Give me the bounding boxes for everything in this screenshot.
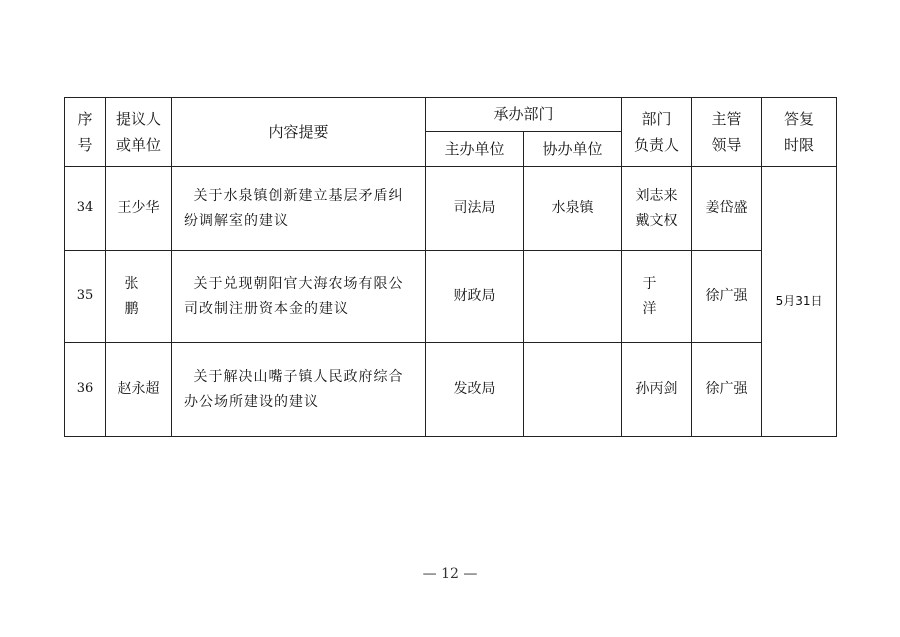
header-assist-unit: 协办单位 — [524, 132, 622, 167]
row-dept-head: 于 洋 — [622, 251, 692, 343]
header-lead-unit: 主办单位 — [426, 132, 524, 167]
table-row — [65, 167, 837, 251]
table-row — [65, 251, 837, 343]
row-index: 34 — [65, 167, 106, 251]
deadline-cell: 5月31日 — [762, 167, 837, 437]
row-index: 36 — [65, 343, 106, 437]
row-leader: 徐广强 — [692, 251, 762, 343]
row-content: 关于水泉镇创新建立基层矛盾纠 纷调解室的建议 — [172, 167, 426, 251]
page-number: — 12 — — [422, 566, 478, 582]
header-dept-head: 部门 负责人 — [622, 98, 692, 167]
row-lead-unit: 司法局 — [426, 167, 524, 251]
row-dept-head: 刘志来 戴文权 — [622, 167, 692, 251]
header-leader: 主管 领导 — [692, 98, 762, 167]
row-dept-head: 孙丙剑 — [622, 343, 692, 437]
header-index: 序 号 — [65, 98, 106, 167]
row-assist-unit — [524, 251, 622, 343]
row-assist-unit — [524, 343, 622, 437]
row-proposer: 王少华 — [106, 167, 172, 251]
row-leader: 徐广强 — [692, 343, 762, 437]
header-row-1 — [65, 98, 837, 132]
header-proposer: 提议人 或单位 — [106, 98, 172, 167]
row-lead-unit: 财政局 — [426, 251, 524, 343]
table-row — [65, 343, 837, 437]
row-index: 35 — [65, 251, 106, 343]
row-content: 关于解决山嘴子镇人民政府综合 办公场所建设的建议 — [172, 343, 426, 437]
row-proposer: 赵永超 — [106, 343, 172, 437]
header-handling-dept: 承办部门 — [426, 98, 622, 132]
header-deadline: 答复 时限 — [762, 98, 837, 167]
row-proposer: 张 鹏 — [106, 251, 172, 343]
proposal-table — [64, 97, 837, 437]
row-lead-unit: 发改局 — [426, 343, 524, 437]
row-content: 关于兑现朝阳官大海农场有限公 司改制注册资本金的建议 — [172, 251, 426, 343]
header-content: 内容提要 — [172, 98, 426, 167]
row-assist-unit: 水泉镇 — [524, 167, 622, 251]
row-leader: 姜岱盛 — [692, 167, 762, 251]
